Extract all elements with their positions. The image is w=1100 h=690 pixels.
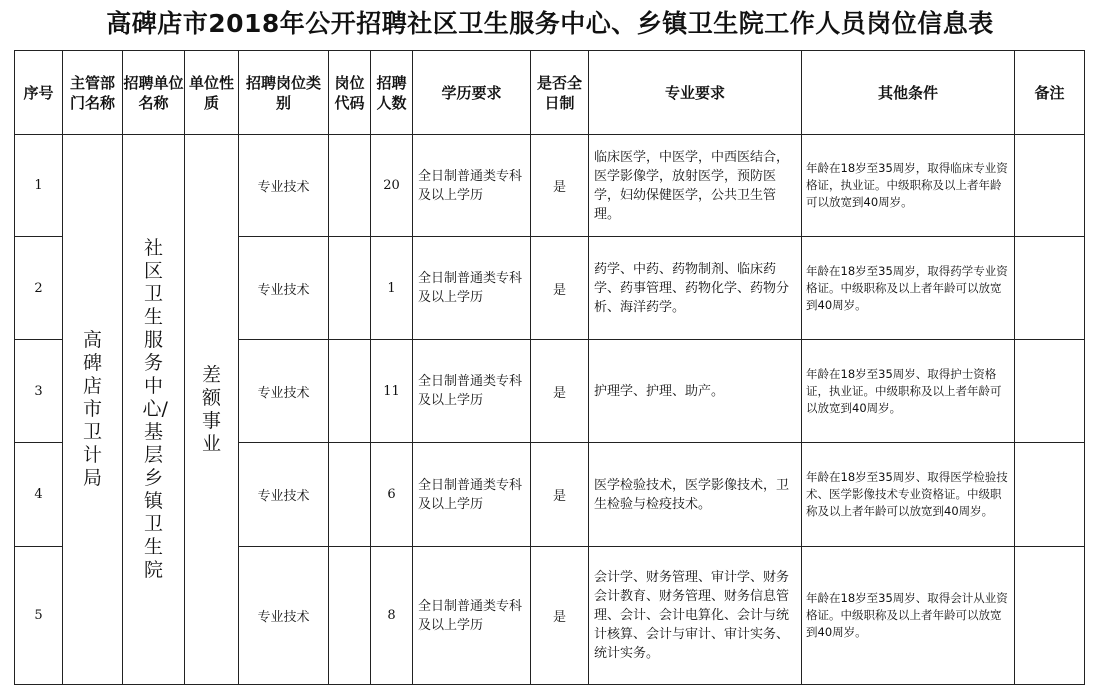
category-cell: 专业技术 [239, 237, 329, 340]
other-cell: 年龄在18岁至35周岁、取得医学检验技术、医学影像技术专业资格证。中级职称及以上者年龄可以放宽到40周岁。 [802, 443, 1015, 547]
header-other: 其他条件 [802, 51, 1015, 135]
fulltime-cell: 是 [531, 135, 589, 237]
dept-text: 高碑店市卫计局 [82, 329, 102, 489]
header-major: 专业要求 [589, 51, 802, 135]
unit-text: 社区卫生服务中心/基层乡镇卫生院 [142, 237, 168, 581]
fulltime-cell: 是 [531, 237, 589, 340]
remark-cell [1015, 443, 1085, 547]
header-fulltime: 是否全日制 [531, 51, 589, 135]
code-cell [329, 547, 371, 685]
other-cell: 年龄在18岁至35周岁，取得临床专业资格证，执业证。中级职称及以上者年龄可以放宽到40周岁。 [802, 135, 1015, 237]
remark-cell [1015, 135, 1085, 237]
major-cell: 医学检验技术，医学影像技术，卫生检验与检疫技术。 [589, 443, 802, 547]
header-code: 岗位代码 [329, 51, 371, 135]
seq-cell: 5 [15, 547, 63, 685]
category-cell: 专业技术 [239, 443, 329, 547]
seq-cell: 1 [15, 135, 63, 237]
education-cell: 全日制普通类专科及以上学历 [413, 135, 531, 237]
job-table [14, 50, 1085, 685]
dept-cell [63, 135, 123, 685]
unit-type-text: 差额事业 [201, 363, 221, 455]
seq-cell: 3 [15, 340, 63, 443]
header-dept: 主管部门名称 [63, 51, 123, 135]
other-cell: 年龄在18岁至35周岁、取得会计从业资格证。中级职称及以上者年龄可以放宽到40周岁。 [802, 547, 1015, 685]
count-cell: 6 [371, 443, 413, 547]
header-count: 招聘人数 [371, 51, 413, 135]
count-cell: 8 [371, 547, 413, 685]
remark-cell [1015, 237, 1085, 340]
other-cell: 年龄在18岁至35周岁，取得药学专业资格证。中级职称及以上者年龄可以放宽到40周岁。 [802, 237, 1015, 340]
remark-cell [1015, 340, 1085, 443]
major-cell: 会计学、财务管理、审计学、财务会计教育、财务管理、财务信息管理、会计、会计电算化、会计与统计核算、会计与审计、审计实务、统计实务。 [589, 547, 802, 685]
education-cell: 全日制普通类专科及以上学历 [413, 547, 531, 685]
header-unit-type: 单位性质 [185, 51, 239, 135]
code-cell [329, 135, 371, 237]
education-cell: 全日制普通类专科及以上学历 [413, 340, 531, 443]
category-cell: 专业技术 [239, 135, 329, 237]
header-unit: 招聘单位名称 [123, 51, 185, 135]
seq-cell: 2 [15, 237, 63, 340]
count-cell: 20 [371, 135, 413, 237]
education-cell: 全日制普通类专科及以上学历 [413, 443, 531, 547]
category-cell: 专业技术 [239, 547, 329, 685]
seq-cell: 4 [15, 443, 63, 547]
table-row [15, 135, 1085, 237]
code-cell [329, 237, 371, 340]
unit-type-cell [185, 135, 239, 685]
count-cell: 1 [371, 237, 413, 340]
major-cell: 护理学、护理、助产。 [589, 340, 802, 443]
category-cell: 专业技术 [239, 340, 329, 443]
other-cell: 年龄在18岁至35周岁、取得护士资格证，执业证。中级职称及以上者年龄可以放宽到40周岁。 [802, 340, 1015, 443]
remark-cell [1015, 547, 1085, 685]
fulltime-cell: 是 [531, 443, 589, 547]
page-title: 高碑店市2018年公开招聘社区卫生服务中心、乡镇卫生院工作人员岗位信息表 [106, 9, 994, 38]
header-education: 学历要求 [413, 51, 531, 135]
major-cell: 临床医学，中医学，中西医结合，医学影像学，放射医学，预防医学，妇幼保健医学，公共卫生管理。 [589, 135, 802, 237]
major-cell: 药学、中药、药物制剂、临床药学、药事管理、药物化学、药物分析、海洋药学。 [589, 237, 802, 340]
code-cell [329, 443, 371, 547]
header-row [15, 51, 1085, 135]
header-category: 招聘岗位类别 [239, 51, 329, 135]
education-cell: 全日制普通类专科及以上学历 [413, 237, 531, 340]
code-cell [329, 340, 371, 443]
header-remark: 备注 [1015, 51, 1085, 135]
count-cell: 11 [371, 340, 413, 443]
header-seq: 序号 [15, 51, 63, 135]
fulltime-cell: 是 [531, 340, 589, 443]
unit-cell [123, 135, 185, 685]
fulltime-cell: 是 [531, 547, 589, 685]
